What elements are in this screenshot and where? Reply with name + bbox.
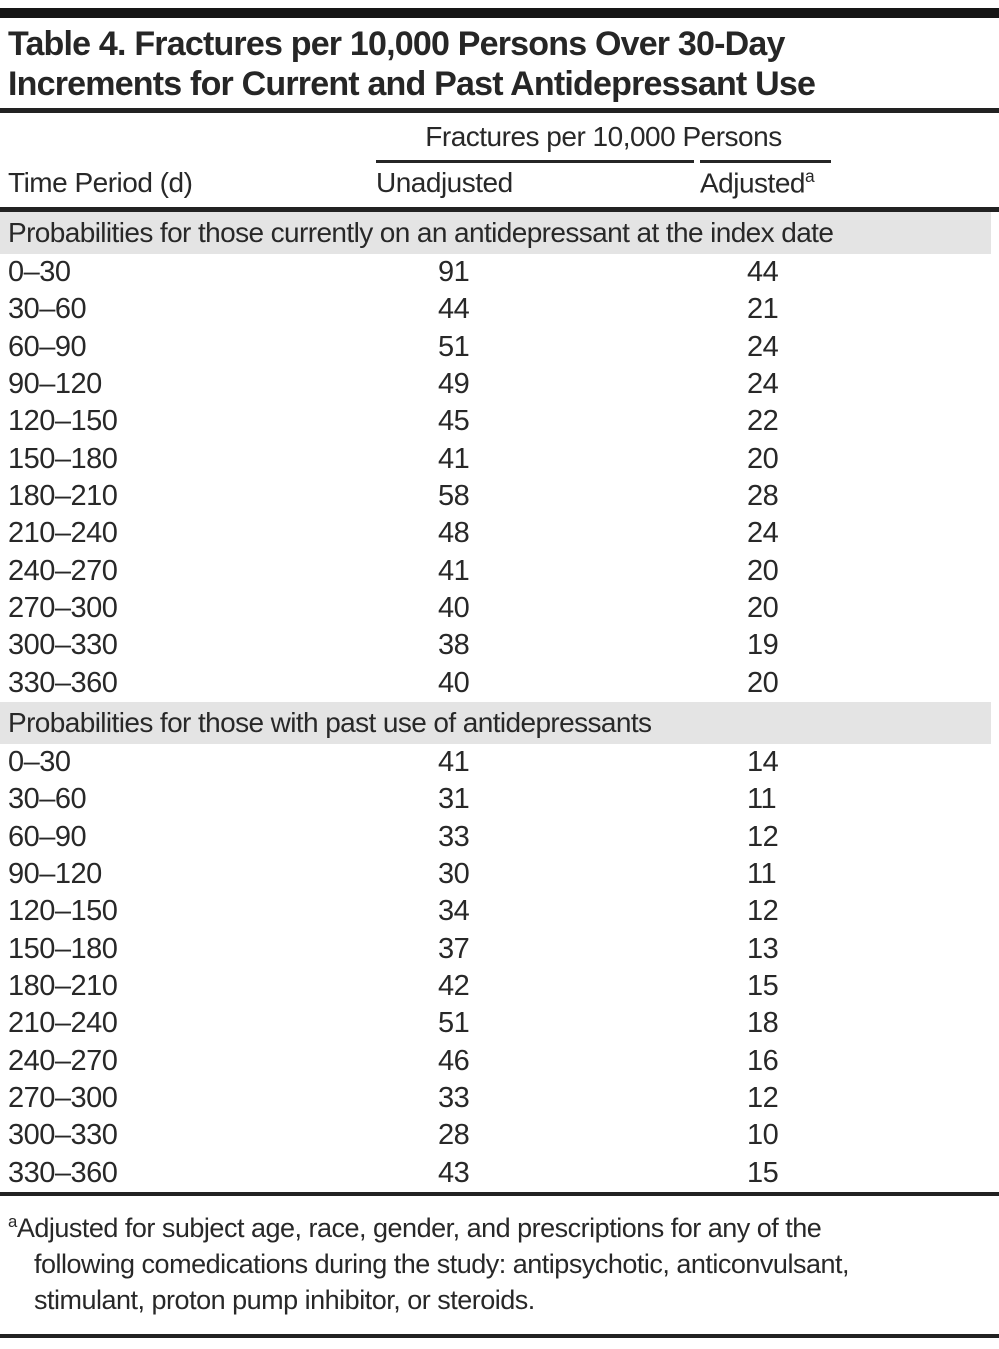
unadjusted-cell: 33 (438, 1082, 470, 1115)
unadjusted-cell: 40 (438, 592, 470, 625)
adjusted-cell: 21 (747, 293, 779, 326)
adjusted-cell: 20 (747, 592, 779, 625)
adjusted-cell: 11 (747, 858, 777, 891)
time-period-cell: 330–360 (8, 1156, 118, 1189)
table-row (0, 968, 999, 1005)
bottom-rule (0, 1334, 999, 1338)
table-title (0, 18, 999, 108)
unadjusted-cell: 28 (438, 1119, 470, 1152)
table-row (0, 856, 999, 893)
column-group-underline (376, 160, 831, 163)
table-row (0, 441, 999, 478)
adjusted-cell: 28 (747, 480, 779, 513)
time-period-cell: 120–150 (8, 895, 118, 928)
time-period-cell: 270–300 (8, 1082, 118, 1115)
table-row (0, 781, 999, 818)
time-period-cell: 180–210 (8, 480, 118, 513)
adjusted-cell: 12 (747, 895, 779, 928)
adjusted-cell: 22 (747, 405, 779, 438)
table-row (0, 403, 999, 440)
section-header: Probabilities for those currently on an antidepressant at the index date (0, 212, 991, 254)
unadjusted-cell: 34 (438, 895, 470, 928)
adjusted-cell: 20 (747, 666, 779, 699)
table-row (0, 329, 999, 366)
unadjusted-cell: 48 (438, 517, 470, 550)
unadjusted-cell: 51 (438, 1007, 470, 1040)
unadjusted-cell: 46 (438, 1044, 470, 1077)
unadjusted-cell: 31 (438, 783, 470, 816)
table-row (0, 553, 999, 590)
unadjusted-cell: 40 (438, 666, 470, 699)
adjusted-cell: 12 (747, 820, 779, 853)
unadjusted-cell: 42 (438, 970, 470, 1003)
adjusted-cell: 18 (747, 1007, 779, 1040)
time-period-cell: 300–330 (8, 629, 118, 662)
adjusted-cell: 24 (747, 330, 779, 363)
time-period-cell: 210–240 (8, 1007, 118, 1040)
table-4 (0, 8, 999, 1349)
footnote-marker: a (8, 1211, 17, 1231)
time-period-cell: 150–180 (8, 932, 118, 965)
footnote-line-1 (8, 1204, 991, 1246)
table-header (0, 113, 999, 207)
column-header-adjusted (700, 166, 814, 199)
time-period-cell: 0–30 (8, 746, 71, 779)
time-period-cell: 270–300 (8, 592, 118, 625)
adjusted-cell: 10 (747, 1119, 779, 1152)
time-period-cell: 180–210 (8, 970, 118, 1003)
unadjusted-cell: 41 (438, 442, 470, 475)
time-period-cell: 210–240 (8, 517, 118, 550)
unadjusted-cell: 45 (438, 405, 470, 438)
table-row (0, 627, 999, 664)
time-period-cell: 90–120 (8, 368, 102, 401)
table-row (0, 1117, 999, 1154)
column-group-header: Fractures per 10,000 Persons (425, 121, 782, 152)
unadjusted-cell: 44 (438, 293, 470, 326)
time-period-cell: 30–60 (8, 783, 87, 816)
table-title-line-1: Table 4. Fractures per 10,000 Persons Over 30-Day (8, 25, 785, 63)
time-period-cell: 60–90 (8, 820, 87, 853)
adjusted-cell: 24 (747, 517, 779, 550)
footnote-line-3: stimulant, proton pump inhibitor, or steroids. (34, 1284, 535, 1315)
unadjusted-cell: 43 (438, 1156, 470, 1189)
unadjusted-cell: 33 (438, 820, 470, 853)
column-header-unadjusted: Unadjusted (376, 167, 513, 198)
table-row (0, 366, 999, 403)
table-row (0, 665, 999, 702)
time-period-cell: 240–270 (8, 554, 118, 587)
time-period-cell: 30–60 (8, 293, 87, 326)
adjusted-cell: 19 (747, 629, 779, 662)
unadjusted-cell: 37 (438, 932, 470, 965)
table-row (0, 1043, 999, 1080)
table-row (0, 1005, 999, 1042)
top-rule (0, 8, 999, 18)
table-row (0, 1080, 999, 1117)
adjusted-footnote-marker: a (804, 165, 815, 186)
table-row (0, 291, 999, 328)
time-period-cell: 300–330 (8, 1119, 118, 1152)
table-body (0, 212, 999, 1192)
unadjusted-cell: 49 (438, 368, 470, 401)
adjusted-cell: 16 (747, 1044, 779, 1077)
adjusted-cell: 13 (747, 932, 779, 965)
unadjusted-cell: 30 (438, 858, 470, 891)
table-row (0, 515, 999, 552)
adjusted-cell: 14 (747, 746, 779, 779)
table-row (0, 893, 999, 930)
unadjusted-cell: 41 (438, 746, 470, 779)
footnote-line-2: following comedications during the study: antipsychotic, anticonvulsant, (34, 1248, 849, 1279)
time-period-cell: 60–90 (8, 330, 87, 363)
table-title-line-2: Increments for Current and Past Antidepressant Use (8, 65, 816, 103)
time-period-cell: 90–120 (8, 858, 102, 891)
adjusted-cell: 20 (747, 442, 779, 475)
footnote (0, 1196, 999, 1328)
unadjusted-cell: 58 (438, 480, 470, 513)
unadjusted-cell: 38 (438, 629, 470, 662)
table-row (0, 1155, 999, 1192)
time-period-cell: 120–150 (8, 405, 118, 438)
adjusted-cell: 20 (747, 554, 779, 587)
adjusted-cell: 24 (747, 368, 779, 401)
adjusted-cell: 15 (747, 1156, 779, 1189)
table-row (0, 254, 999, 291)
time-period-cell: 0–30 (8, 256, 71, 289)
adjusted-cell: 15 (747, 970, 779, 1003)
adjusted-cell: 12 (747, 1082, 779, 1115)
time-period-cell: 150–180 (8, 442, 118, 475)
table-row (0, 744, 999, 781)
unadjusted-cell: 41 (438, 554, 470, 587)
adjusted-cell: 44 (747, 256, 779, 289)
unadjusted-cell: 51 (438, 330, 470, 363)
section-header: Probabilities for those with past use of antidepressants (0, 702, 991, 744)
adjusted-cell: 11 (747, 783, 777, 816)
column-header-adjusted-label: Adjusted (700, 167, 805, 198)
unadjusted-cell: 91 (438, 256, 470, 289)
column-header-time-period: Time Period (d) (8, 167, 193, 198)
table-row (0, 590, 999, 627)
table-row (0, 819, 999, 856)
time-period-cell: 240–270 (8, 1044, 118, 1077)
table-row (0, 478, 999, 515)
footnote-text-1: Adjusted for subject age, race, gender, and prescriptions for any of the (16, 1212, 822, 1243)
time-period-cell: 330–360 (8, 666, 118, 699)
table-row (0, 931, 999, 968)
